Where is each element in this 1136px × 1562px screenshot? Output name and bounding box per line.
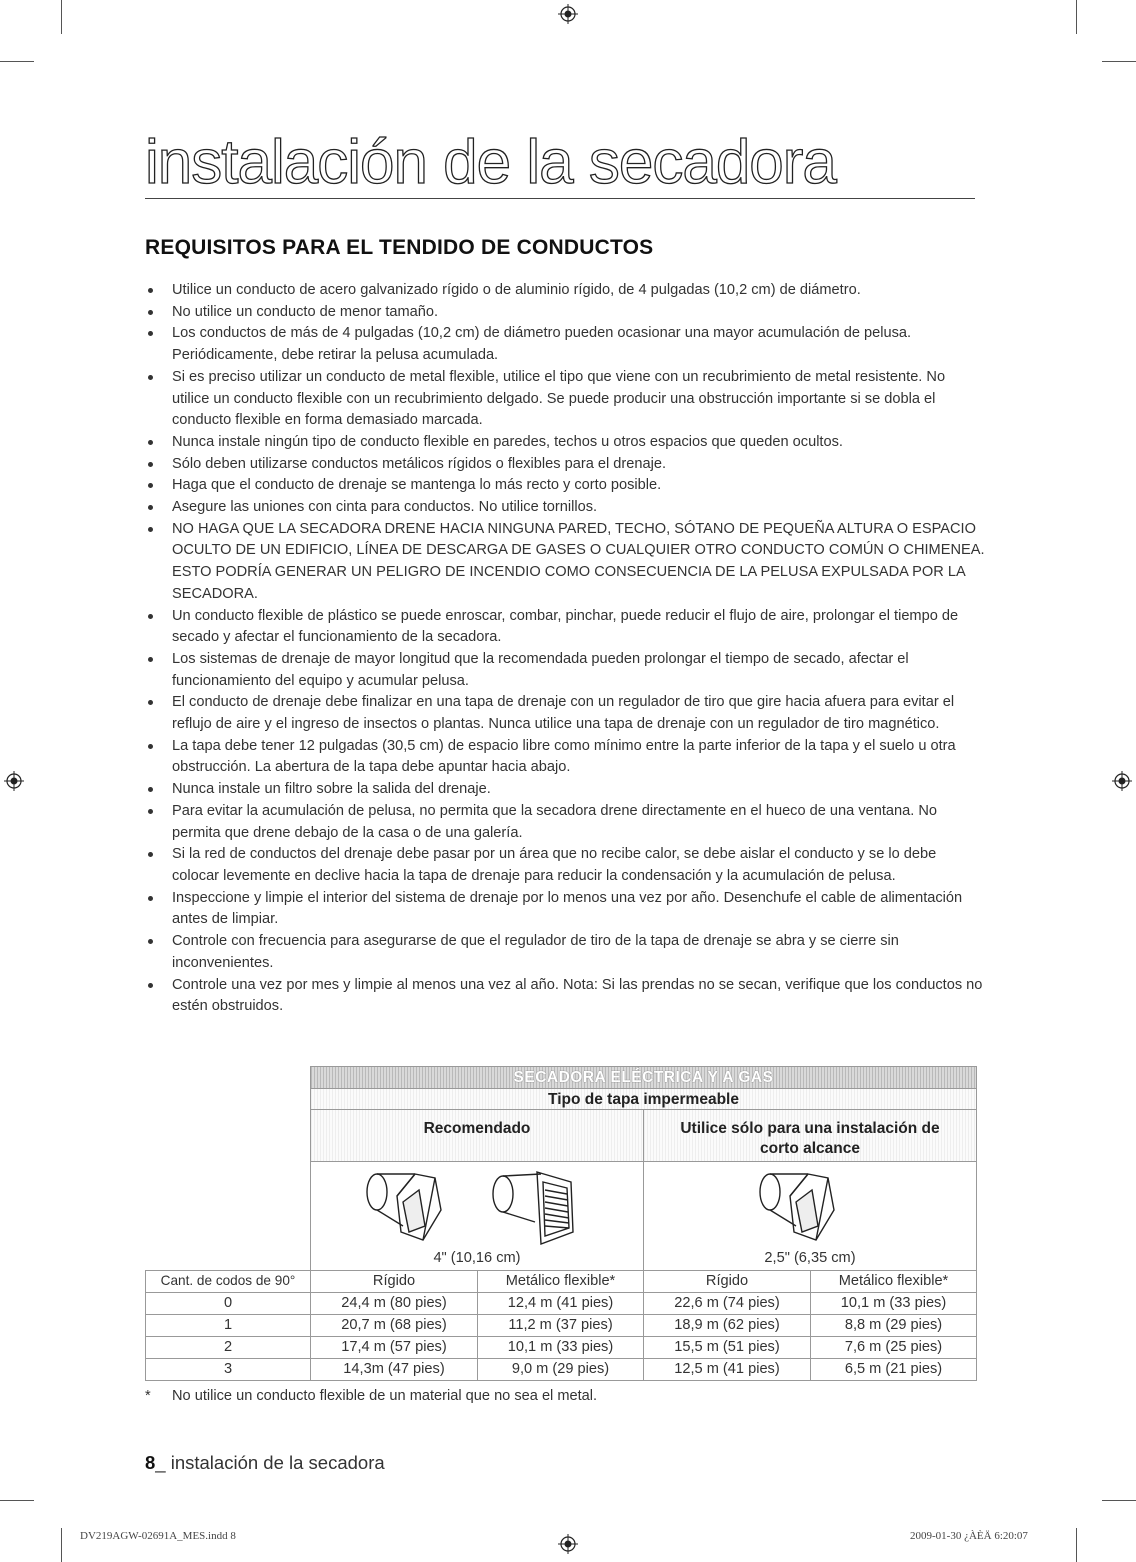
cell-text: 7,6 m (25 pies)	[844, 1339, 943, 1355]
footnote	[145, 1388, 965, 1404]
cell-text: 6,5 m (21 pies)	[844, 1361, 943, 1377]
cell-text: 15,5 m (51 pies)	[674, 1339, 780, 1355]
section-heading: REQUISITOS PARA EL TENDIDO DE CONDUCTOS	[145, 236, 654, 259]
hooded-vent-icon	[754, 1166, 874, 1254]
crop-mark	[61, 0, 62, 34]
page-footer	[145, 1452, 385, 1474]
title-rule	[145, 198, 975, 199]
table-cell	[145, 1336, 311, 1359]
list-item: El conducto de drenaje debe finalizar en una tapa de drenaje con un regulador de tiro que gire hacia afuera para evitar el reflujo de aire y el ingreso de insectos o plantas. Nunca utilice una tapa de drenaje con un regulador de tiro magnético.	[145, 692, 985, 735]
footer-section: instalación de la secadora	[165, 1452, 385, 1473]
cell-text: 9,0 m (29 pies)	[511, 1361, 610, 1377]
table-cell	[810, 1358, 977, 1381]
cell-text: 12,4 m (41 pies)	[507, 1295, 614, 1311]
table-cell	[643, 1292, 811, 1315]
cell-text: 0	[223, 1295, 233, 1311]
cell-text: 10,1 m (33 pies)	[507, 1339, 614, 1355]
table-cell	[643, 1358, 811, 1381]
size-short: 2,5" (6,35 cm)	[764, 1250, 856, 1266]
short-run-label-line2: corto alcance	[760, 1140, 860, 1157]
cell-text: 24,4 m (80 pies)	[341, 1295, 447, 1311]
cell-text: 10,1 m (33 pies)	[840, 1295, 947, 1311]
crop-mark	[1102, 61, 1136, 62]
table-title: SECADORA ELÉCTRICA Y A GAS	[513, 1069, 774, 1086]
list-item: Utilice un conducto de acero galvanizado rígido o de aluminio rígido, de 4 pulgadas (10,2 cm) de diámetro.	[145, 280, 985, 302]
list-item: Nunca instale ningún tipo de conducto flexible en paredes, techos u otros espacios que queden ocultos.	[145, 432, 985, 454]
list-item: Si la red de conductos del drenaje debe pasar por un área que no recibe calor, se debe aislar el conducto y se lo debe colocar levemente en declive hacia la tapa de drenaje para reducir la condensación y la acumulación de pelusa.	[145, 844, 985, 887]
list-item: Asegure las uniones con cinta para conductos. No utilice tornillos.	[145, 497, 985, 519]
list-item: No utilice un conducto de menor tamaño.	[145, 302, 985, 324]
column-header-label: Rígido	[372, 1273, 416, 1289]
column-header-rigid-1	[310, 1270, 478, 1293]
cell-text: 17,4 m (57 pies)	[341, 1339, 447, 1355]
print-slug-date: 2009-01-30 ¿ÀÈÄ 6:20:07	[910, 1530, 1028, 1542]
registration-mark-icon	[4, 771, 24, 791]
list-item: Si es preciso utilizar un conducto de metal flexible, utilice el tipo que viene con un recubrimiento de metal resistente. No utilice un conducto flexible con un recubrimiento delgado. Se puede producir una obstrucción importante si se dobla el conducto flexible en forma demasiado marcada.	[145, 367, 985, 432]
column-header-flex-2	[810, 1270, 977, 1293]
requirements-list	[145, 280, 985, 1018]
cell-text: 22,6 m (74 pies)	[674, 1295, 780, 1311]
footnote-asterisk: *	[145, 1388, 151, 1404]
cell-text: 1	[223, 1317, 233, 1333]
crop-mark	[0, 61, 34, 62]
cell-text: 20,7 m (68 pies)	[341, 1317, 447, 1333]
table-cell	[643, 1336, 811, 1359]
footer-separator: _	[155, 1452, 166, 1473]
list-item: Los sistemas de drenaje de mayor longitud que la recomendada pueden prolongar el tiempo de secado, afectar el funcionamiento del equipo y acumular pelusa.	[145, 649, 985, 692]
table-cell	[810, 1292, 977, 1315]
list-item: Inspeccione y limpie el interior del sistema de drenaje por lo menos una vez por año. Desenchufe el cable de alimentación antes de limpiar.	[145, 888, 985, 931]
crop-mark	[1076, 0, 1077, 34]
crop-mark	[61, 1528, 62, 1562]
recommended-hoods-cell	[310, 1161, 644, 1271]
cell-text: 14,3m (47 pies)	[343, 1361, 445, 1377]
short-run-hood-cell	[643, 1161, 977, 1271]
cell-text: 18,9 m (62 pies)	[674, 1317, 780, 1333]
crop-mark	[0, 1500, 34, 1501]
list-item: Controle con frecuencia para asegurarse de que el regulador de tiro de la tapa de drenaje se abra y se cierre sin inconvenientes.	[145, 931, 985, 974]
table-subtitle-cell	[310, 1088, 977, 1110]
cell-text: 8,8 m (29 pies)	[844, 1317, 943, 1333]
column-header-elbows	[145, 1270, 311, 1293]
column-header-label: Metálico flexible*	[838, 1273, 949, 1289]
list-item: Para evitar la acumulación de pelusa, no permita que la secadora drene directamente en el hueco de una ventana. No permita que drene debajo de la casa o de una galería.	[145, 801, 985, 844]
column-header-rigid-2	[643, 1270, 811, 1293]
short-run-header	[643, 1109, 977, 1162]
table-cell	[145, 1292, 311, 1315]
list-item: Los conductos de más de 4 pulgadas (10,2 cm) de diámetro pueden ocasionar una mayor acumulación de pelusa. Periódicamente, debe retirar la pelusa acumulada.	[145, 323, 985, 366]
page-number: 8	[145, 1452, 156, 1473]
table-cell	[145, 1314, 311, 1337]
table-cell	[310, 1358, 478, 1381]
table-title-cell	[310, 1066, 977, 1089]
cell-text: 3	[223, 1361, 233, 1377]
column-header-label: Metálico flexible*	[505, 1273, 616, 1289]
table-cell	[477, 1336, 644, 1359]
list-item: Nunca instale un filtro sobre la salida del drenaje.	[145, 779, 985, 801]
table-cell	[310, 1314, 478, 1337]
list-item: La tapa debe tener 12 pulgadas (30,5 cm) de espacio libre como mínimo entre la parte inferior de la tapa y el suelo u otra obstrucción. La abertura de la tapa debe apuntar hacia abajo.	[145, 736, 985, 779]
table-cell	[643, 1314, 811, 1337]
footnote-text: No utilice un conducto flexible de un material que no sea el metal.	[172, 1388, 598, 1404]
cell-text: 12,5 m (41 pies)	[674, 1361, 780, 1377]
list-item: Un conducto flexible de plástico se puede enroscar, combar, pinchar, puede reducir el flujo de aire, prolongar el tiempo de secado y afectar el funcionamiento de la secadora.	[145, 606, 985, 649]
crop-mark	[1102, 1500, 1136, 1501]
page-title: instalación de la secadora	[145, 128, 836, 197]
crop-mark	[1076, 1528, 1077, 1562]
short-run-label-line1: Utilice sólo para una instalación de	[680, 1120, 940, 1137]
table-cell	[310, 1336, 478, 1359]
table-subtitle: Tipo de tapa impermeable	[548, 1091, 739, 1108]
list-item: Controle una vez por mes y limpie al menos una vez al año. Nota: Si las prendas no se secan, verifique que los conductos no estén obstruidos.	[145, 975, 985, 1018]
list-item: Sólo deben utilizarse conductos metálicos rígidos o flexibles para el drenaje.	[145, 454, 985, 476]
print-slug-file: DV219AGW-02691A_MES.indd 8	[80, 1530, 236, 1542]
cell-text: 2	[223, 1339, 233, 1355]
list-item: Haga que el conducto de drenaje se mantenga lo más recto y corto posible.	[145, 475, 985, 497]
table-cell	[810, 1336, 977, 1359]
registration-mark-icon	[558, 1534, 578, 1554]
column-header-flex-1	[477, 1270, 644, 1293]
table-cell	[145, 1358, 311, 1381]
list-item: NO HAGA QUE LA SECADORA DRENE HACIA NINGUNA PARED, TECHO, SÓTANO DE PEQUEÑA ALTURA O ESPACIO OCULTO DE UN EDIFICIO, LÍNEA DE DESCARGA DE GASES O CUALQUIER OTRO CONDUCTO COMÚN O CHIMENEA. ESTO PODRÍA GENERAR UN PELIGRO DE INCENDIO COMO CONSECUENCIA DE LA PELUSA EXPULSADA POR LA SECADORA.	[145, 519, 985, 606]
table-cell	[310, 1292, 478, 1315]
table-cell	[810, 1314, 977, 1337]
size-recommended: 4" (10,16 cm)	[433, 1250, 521, 1266]
louvered-grille-vent-icon	[483, 1166, 603, 1254]
recommended-label: Recomendado	[423, 1120, 531, 1137]
table-cell	[477, 1292, 644, 1315]
cell-text: 11,2 m (37 pies)	[508, 1317, 613, 1333]
table-cell	[477, 1358, 644, 1381]
column-header-label: Rígido	[705, 1273, 749, 1289]
registration-mark-icon	[1112, 771, 1132, 791]
table-cell	[477, 1314, 644, 1337]
vent-length-table	[145, 1066, 977, 1384]
louvered-vent-hood-icon	[363, 1166, 483, 1254]
column-header-label: Cant. de codos de 90°	[160, 1273, 296, 1288]
registration-mark-icon	[558, 4, 578, 24]
recommended-header	[310, 1109, 644, 1162]
